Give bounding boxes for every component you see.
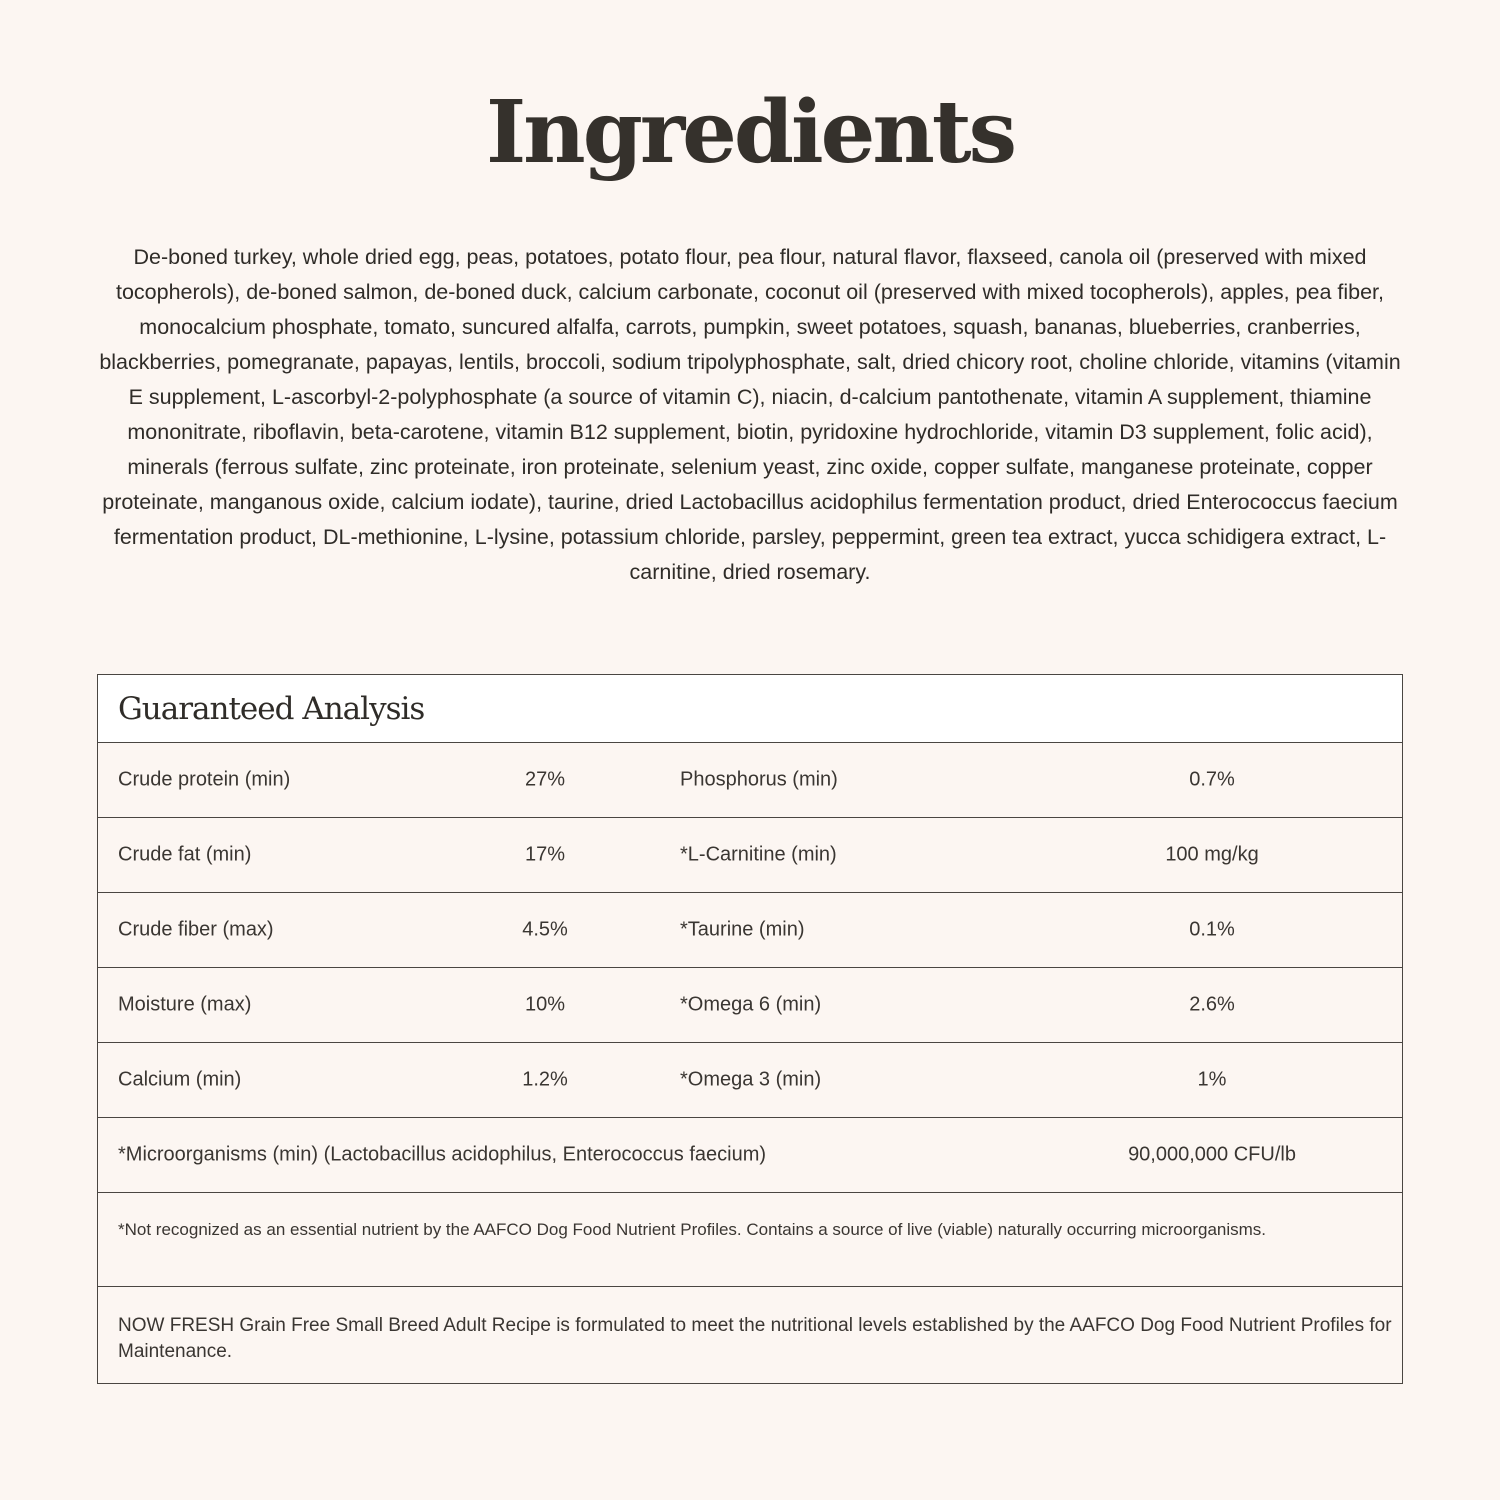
nutrient-name: Crude fat (min) — [118, 843, 252, 866]
nutrient-name: *Taurine (min) — [680, 918, 805, 941]
nutrient-name: *L-Carnitine (min) — [680, 843, 837, 866]
table-row: Calcium (min) 1.2% *Omega 3 (min) 1% — [98, 1043, 1402, 1118]
microorganisms-row: *Microorganisms (min) (Lactobacillus acidophilus, Enterococcus faecium) 90,000,000 CFU/lb — [98, 1118, 1402, 1193]
nutrient-name: Crude fiber (max) — [118, 918, 274, 941]
nutrient-name: Phosphorus (min) — [680, 768, 838, 791]
nutrient-name: *Omega 6 (min) — [680, 993, 822, 1016]
nutrient-name: Moisture (max) — [118, 993, 252, 1016]
table-row: Crude fiber (max) 4.5% *Taurine (min) 0.1% — [98, 893, 1402, 968]
footnote: *Not recognized as an essential nutrient by the AAFCO Dog Food Nutrient Profiles. Contains a source of live (viable) naturally occurring microorganisms. — [98, 1193, 1402, 1287]
page-title: Ingredients — [485, 82, 1015, 183]
aafco-statement: NOW FRESH Grain Free Small Breed Adult Recipe is formulated to meet the nutritional levels established by the AAFCO Dog Food Nutrient Profiles for Maintenance. — [118, 1315, 1392, 1362]
table-row: Crude fat (min) 17% *L-Carnitine (min) 100 mg/kg — [98, 818, 1402, 893]
table-title: Guaranteed Analysis — [118, 690, 425, 727]
nutrient-name: *Microorganisms (min) (Lactobacillus acidophilus, Enterococcus faecium) — [118, 1143, 767, 1166]
nutrient-name: Calcium (min) — [118, 1068, 242, 1091]
table-row: Moisture (max) 10% *Omega 6 (min) 2.6% — [98, 968, 1402, 1043]
table-row: Crude protein (min) 27% Phosphorus (min) 0.7% — [98, 743, 1402, 818]
nutrient-name: *Omega 3 (min) — [680, 1068, 822, 1091]
ingredients-list: De-boned turkey, whole dried egg, peas, potatoes, potato flour, pea flour, natural flavor, flaxseed, canola oil (preserved with mixed tocopherols), de-boned salmon, de-boned duck, calcium carbonate, coconut oil (preserved with mixed tocopherols), apples, pea fiber, monocalcium phosphate, tomato, suncured alfalfa, carrots, pumpkin, sweet potatoes, squash, bananas, blueberries, cranberries, blackberries, pomegranate, papayas, lentils, broccoli, sodium tripolyphosphate, salt, dried chicory root, choline chloride, vitamins (vitamin E supplement, L-ascorbyl-2-polyphosphate (a source of vitamin C), niacin, d-calcium pantothenate, vitamin A supplement, thiamine mononitrate, riboflavin, beta-carotene, vitamin B12 supplement, biotin, pyridoxine hydrochloride, vitamin D3 supplement, folic acid), minerals (ferrous sulfate, zinc proteinate, iron proteinate, selenium yeast, zinc oxide, copper sulfate, manganese proteinate, copper proteinate, manganous oxide, calcium iodate), taurine, dried Lactobacillus acidophilus fermentation product, dried Enterococcus faecium fermentation product, DL-methionine, L-lysine, potassium chloride, parsley, peppermint, green tea extract, yucca schidigera extract, L-carnitine, dried rosemary. — [99, 245, 1401, 584]
table-header — [98, 675, 1402, 743]
nutrient-name: Crude protein (min) — [118, 768, 291, 791]
guaranteed-analysis-table — [97, 674, 1403, 1384]
